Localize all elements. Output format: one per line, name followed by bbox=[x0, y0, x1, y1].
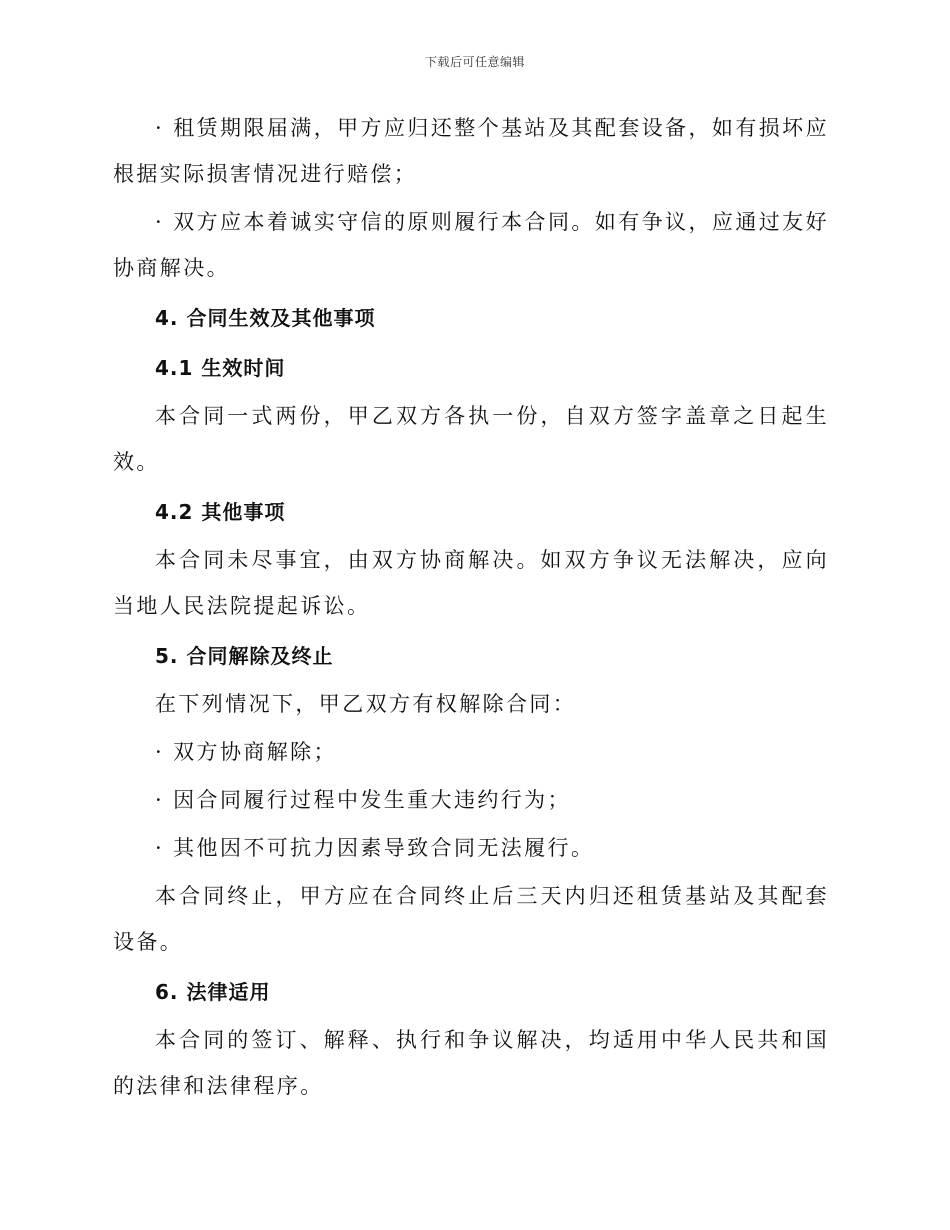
paragraph-other-matters: 本合同未尽事宜，由双方协商解决。如双方争议无法解决，应向当地人民法院提起诉讼。 bbox=[113, 548, 829, 618]
paragraph-termination-intro: 在下列情况下，甲乙双方有权解除合同： bbox=[155, 692, 577, 716]
paragraph-termination-return: 本合同终止，甲方应在合同终止后三天内归还租赁基站及其配套设备。 bbox=[113, 884, 829, 954]
list-item: · 因合同履行过程中发生重大违约行为； bbox=[155, 788, 571, 812]
page-header: 下载后可任意编辑 bbox=[424, 55, 525, 69]
paragraph-lease-expiry: · 租赁期限届满，甲方应归还整个基站及其配套设备，如有损坏应根据实际损害情况进行赔偿； bbox=[113, 116, 829, 186]
section-heading-6: 6. 法律适用 bbox=[155, 980, 271, 1004]
subsection-heading-4-2: 4.2 其他事项 bbox=[155, 500, 286, 524]
paragraph-good-faith: · 双方应本着诚实守信的原则履行本合同。如有争议，应通过友好协商解决。 bbox=[113, 210, 829, 280]
list-item: · 其他因不可抗力因素导致合同无法履行。 bbox=[155, 836, 595, 860]
subsection-heading-4-1: 4.1 生效时间 bbox=[155, 356, 286, 380]
paragraph-effective-time: 本合同一式两份，甲乙双方各执一份，自双方签字盖章之日起生效。 bbox=[113, 404, 829, 474]
list-item: · 双方协商解除； bbox=[155, 740, 337, 764]
section-heading-4: 4. 合同生效及其他事项 bbox=[155, 306, 376, 330]
paragraph-governing-law: 本合同的签订、解释、执行和争议解决，均适用中华人民共和国的法律和法律程序。 bbox=[113, 1028, 829, 1098]
document-body bbox=[113, 105, 829, 1111]
section-heading-5: 5. 合同解除及终止 bbox=[155, 644, 334, 668]
